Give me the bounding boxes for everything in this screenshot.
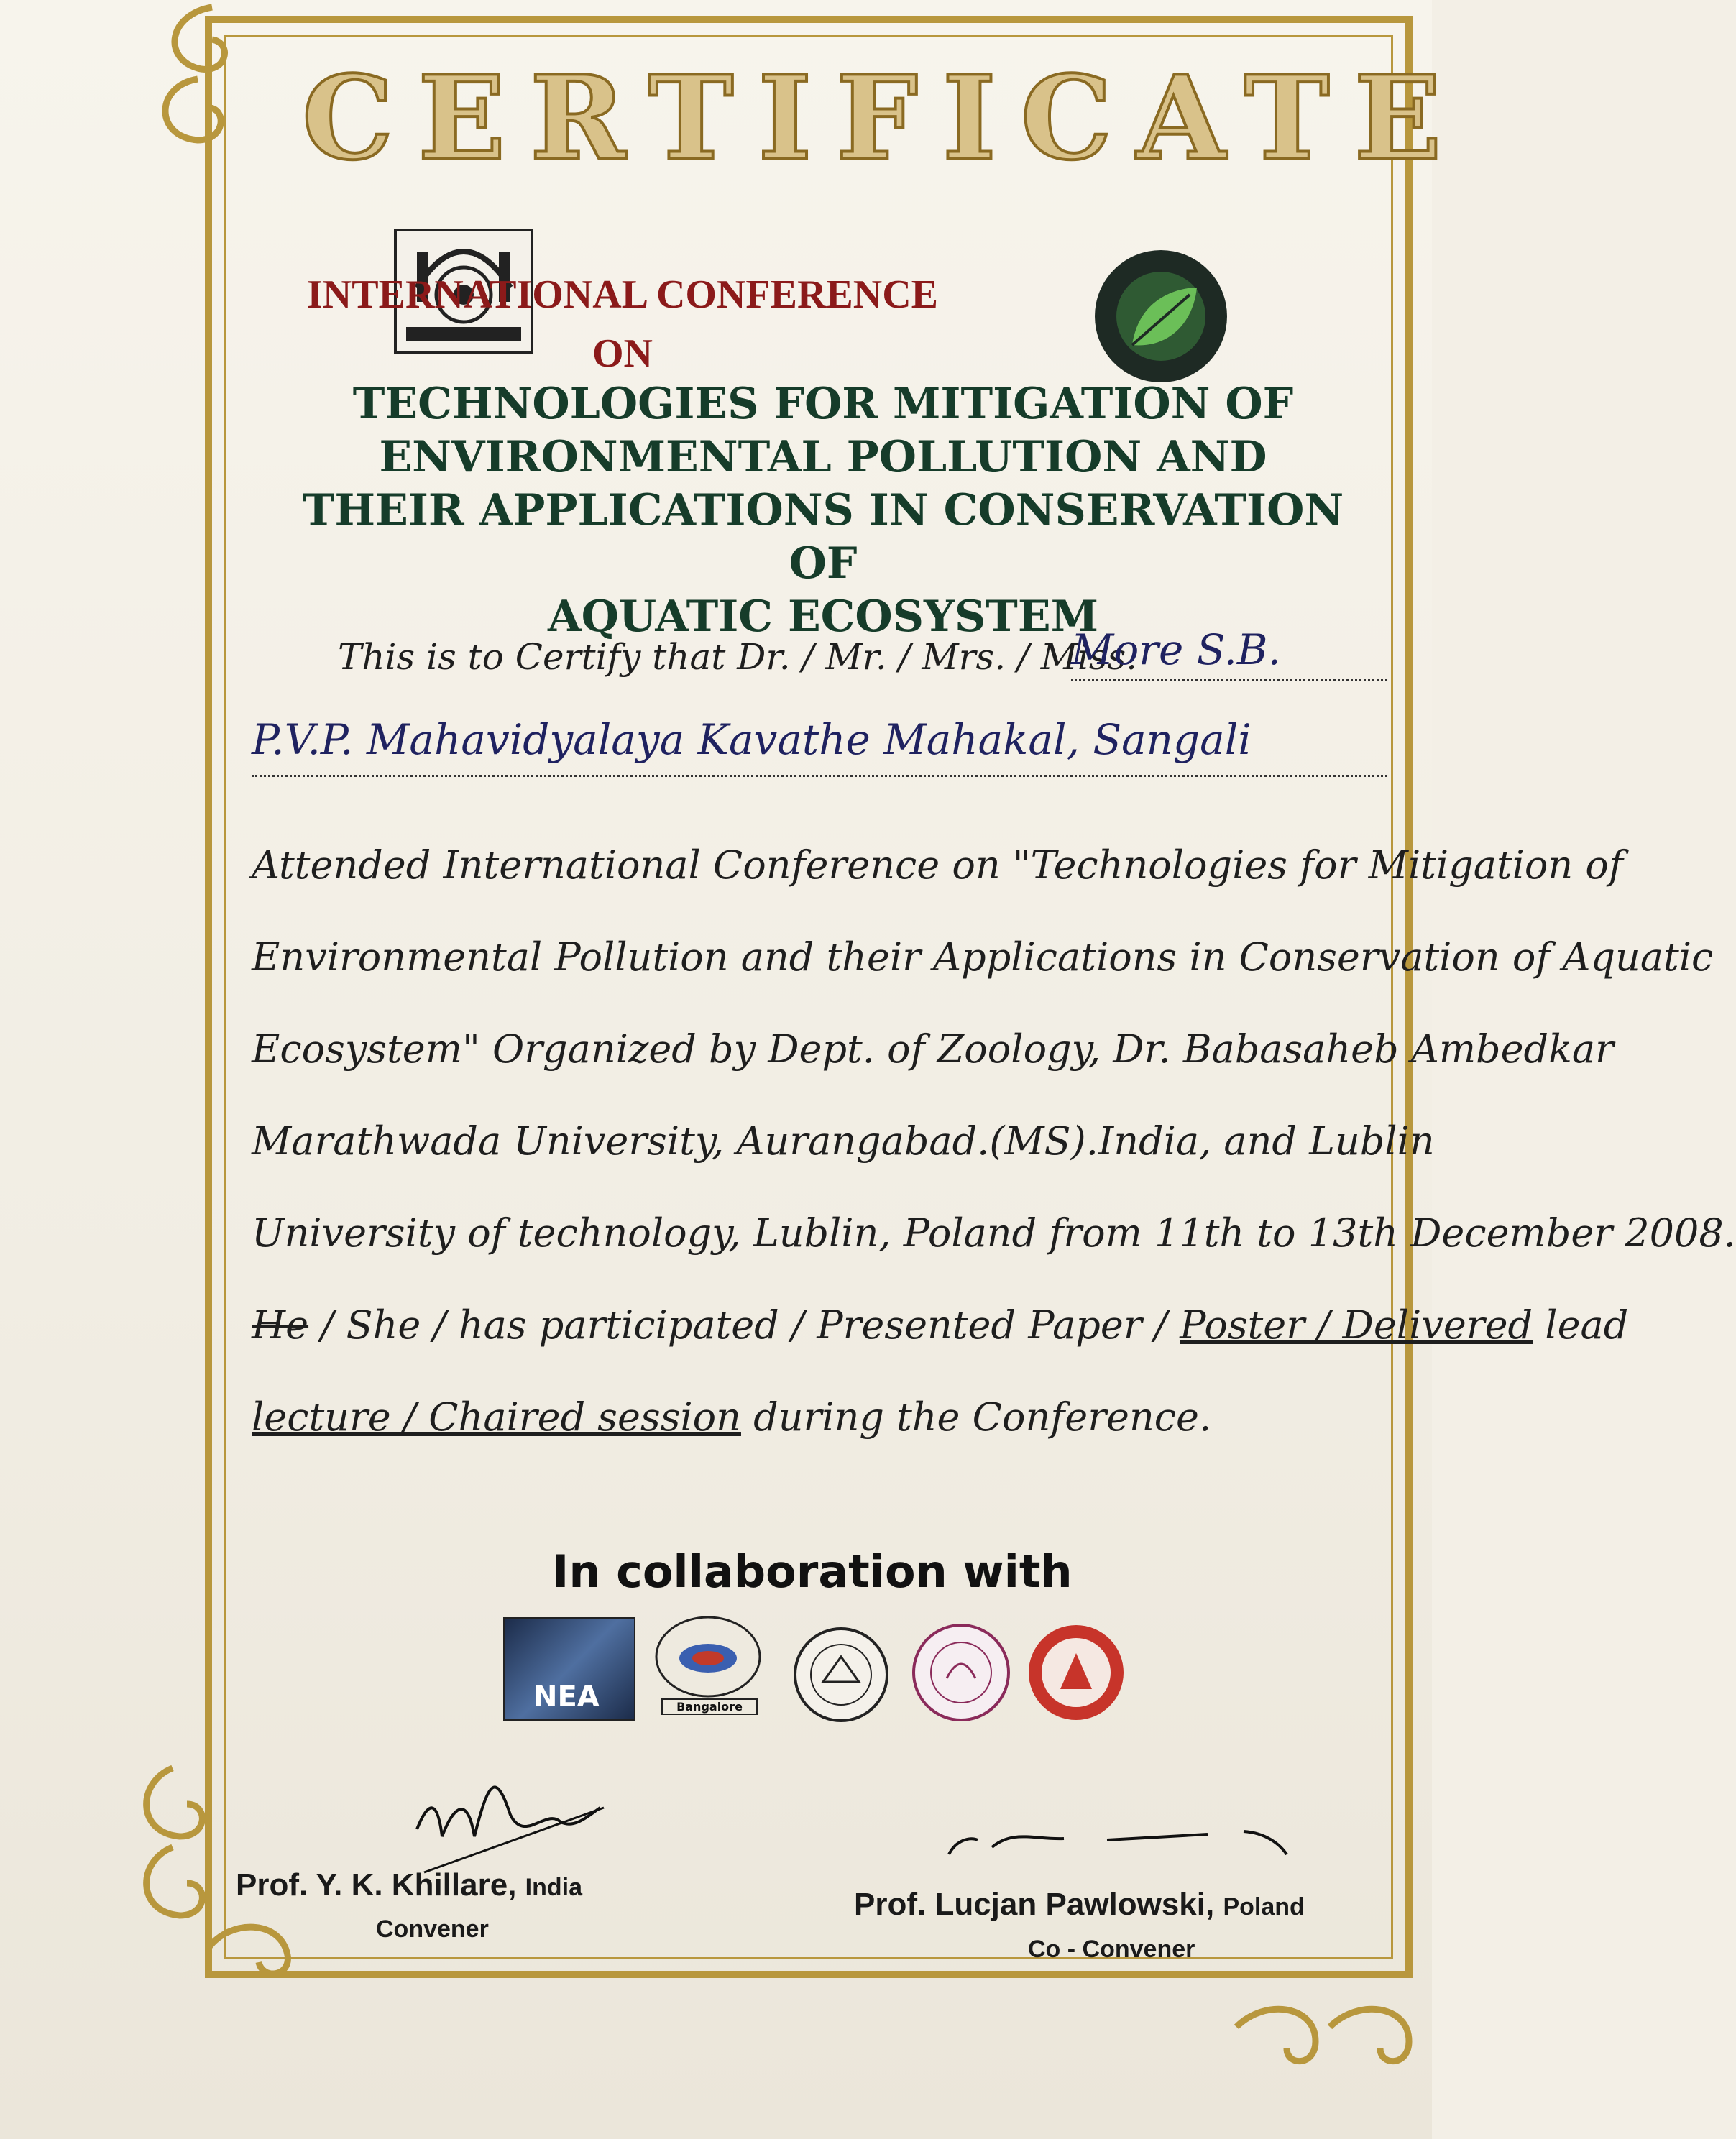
participation-text-end: lead — [1533, 1302, 1629, 1348]
body-line: Ecosystem" Organized by Dept. of Zoology, Dr. Babasaheb Ambedkar — [252, 1026, 1614, 1072]
convener-name-text: Prof. Y. K. Khillare, — [236, 1867, 517, 1903]
collab-logo-nea — [503, 1617, 635, 1721]
conference-label: INTERNATIONAL CONFERENCE — [307, 272, 938, 317]
convener-role: Convener — [376, 1915, 489, 1943]
certify-prefix: This is to Certify that Dr. / Mr. / Mrs. / Miss. — [338, 636, 1138, 678]
recipient-name: More S.B. — [1071, 625, 1281, 674]
certificate-body — [252, 819, 1736, 1463]
co-convener-country: Poland — [1223, 1893, 1305, 1920]
institution-dotted-line — [252, 775, 1387, 777]
on-label: ON — [592, 331, 653, 376]
collab-logo-lublin — [1024, 1621, 1129, 1725]
collab-logo-academy — [791, 1624, 891, 1725]
participation-line-2 — [252, 1371, 1402, 1463]
sabs-emblem — [651, 1614, 766, 1700]
certificate-title: CERTIFICATE — [302, 50, 1466, 185]
co-convener-role: Co - Convener — [1028, 1936, 1195, 1963]
participation-line — [252, 1279, 1629, 1371]
recipient-institution: P.V.P. Mahavidyalaya Kavathe Mahakal, Sangali — [252, 715, 1252, 764]
collab-logo-zoological-society — [909, 1621, 1014, 1725]
convener-signature — [410, 1765, 604, 1880]
participation-text-2: during the Conference. — [740, 1394, 1212, 1440]
theme-line: ENVIRONMENTAL POLLUTION AND — [379, 432, 1267, 482]
corner-ornament-top-left — [140, 0, 262, 151]
body-line: Environmental Pollution and their Applications in Conservation of Aquatic — [252, 934, 1714, 980]
nea-label: NEA — [533, 1680, 600, 1714]
conference-theme — [273, 377, 1373, 643]
collaboration-heading: In collaboration with — [552, 1545, 1073, 1598]
participation-text: / She / has participated / Presented Paper / — [308, 1302, 1180, 1348]
theme-line: TECHNOLOGIES FOR MITIGATION OF — [352, 379, 1294, 429]
co-convener-signature — [942, 1818, 1315, 1869]
struck-roles: Poster / Delivered — [1180, 1302, 1533, 1348]
co-convener-name-text: Prof. Lucjan Pawlowski, — [854, 1887, 1215, 1922]
convener-country: India — [525, 1874, 582, 1901]
name-dotted-line — [1071, 679, 1387, 681]
body-line: University of technology, Lublin, Poland from 11th to 13th December 2008. — [252, 1210, 1736, 1256]
sabs-label: Bangalore — [661, 1698, 758, 1715]
collab-logo-sabs — [651, 1614, 766, 1721]
convener-name — [236, 1867, 582, 1903]
body-line: Attended International Conference on "Technologies for Mitigation of — [252, 842, 1623, 888]
body-line: Marathwada University, Aurangabad.(MS).India, and Lublin — [252, 1118, 1435, 1164]
co-convener-name — [854, 1887, 1305, 1923]
corner-ornament-bottom-right — [1222, 1998, 1432, 2139]
theme-line: AQUATIC ECOSYSTEM — [548, 592, 1098, 642]
struck-he: He — [252, 1302, 309, 1348]
struck-roles-2: lecture / Chaired session — [252, 1394, 741, 1440]
theme-line: THEIR APPLICATIONS IN CONSERVATION OF — [302, 485, 1344, 589]
